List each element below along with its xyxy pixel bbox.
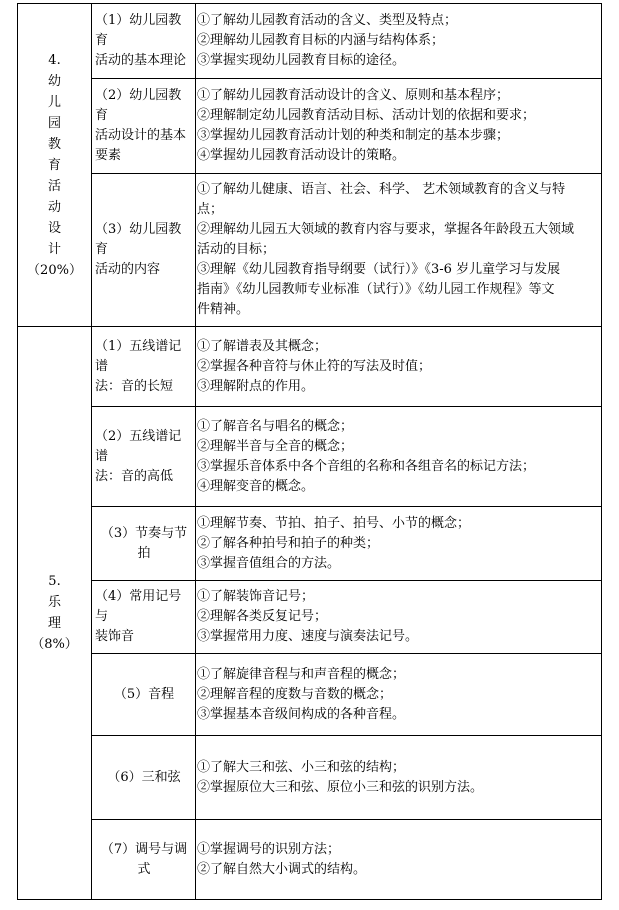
- topic-line: （2）五线谱记谱: [95, 428, 182, 464]
- requirements-cell: [196, 327, 602, 407]
- table-row: [18, 581, 602, 654]
- module-title-char: 教: [47, 136, 61, 152]
- topic-line: （3）节奏与节拍: [100, 525, 188, 561]
- requirements-cell: [196, 79, 602, 174]
- topic-line: 要素: [95, 148, 122, 163]
- requirement-line: ③掌握基本音级间构成的各种音程。: [197, 706, 406, 722]
- requirement-line: ④理解变音的概念。: [197, 478, 315, 494]
- module-title-char: 活: [47, 178, 61, 194]
- requirement-line: ③理解《幼儿园教育指导纲要（试行）》《3-6 岁儿童学习与发展: [197, 262, 561, 277]
- topic-cell: [92, 4, 196, 79]
- requirement-line: ②理解半音与全音的概念；: [197, 438, 354, 454]
- requirement-line: ③掌握常用力度、速度与演奏法记号。: [197, 629, 419, 644]
- topic-cell: [92, 736, 196, 820]
- requirements-cell: [196, 4, 602, 79]
- topic-line: （1）五线谱记谱: [95, 338, 182, 374]
- topic-cell: [92, 174, 196, 327]
- module-title-char: 计: [47, 241, 61, 257]
- module-title-char: 理: [47, 616, 61, 631]
- module-title-char: 儿: [47, 94, 61, 110]
- topic-cell: [92, 581, 196, 654]
- topic-cell: [92, 820, 196, 900]
- requirement-line: 件精神。: [197, 302, 250, 317]
- topic-line: 活动设计的基本: [95, 128, 187, 143]
- requirement-line: ①了解幼儿园教育活动设计的含义、原则和基本程序；: [197, 88, 510, 103]
- topic-cell: [92, 654, 196, 736]
- requirement-line: ②理解各类反复记号；: [197, 609, 328, 624]
- topic-line: 活动的基本理论: [95, 53, 187, 68]
- requirement-line: 点；: [197, 202, 224, 217]
- requirement-line: ①了解幼儿园教育活动的含义、类型及特点；: [197, 13, 458, 28]
- topic-line: （7）调号与调式: [100, 841, 188, 877]
- requirement-line: ②理解幼儿园五大领域的教育内容与要求，掌握各年龄段五大领域: [197, 222, 575, 237]
- topic-line: 活动的内容: [95, 262, 161, 277]
- requirement-line: ②了解自然大小调式的结构。: [197, 861, 367, 877]
- module-weight: （8%）: [31, 637, 78, 652]
- requirements-cell: [196, 507, 602, 581]
- requirement-line: ①掌握调号的识别方法；: [197, 841, 341, 857]
- requirement-line: 活动的目标；: [197, 242, 276, 257]
- module-title-char: 幼: [47, 73, 61, 89]
- topic-line: （5）音程: [113, 686, 175, 702]
- requirement-line: ①了解幼儿健康、语言、社会、科学、 艺术领域教育的含义与特: [197, 182, 566, 197]
- module-weight: （20%）: [27, 262, 82, 278]
- requirement-line: ③理解附点的作用。: [197, 378, 315, 394]
- table-row: [18, 507, 602, 581]
- requirement-line: ②理解音程的度数与音数的概念；: [197, 686, 393, 702]
- module-title-char: 育: [47, 157, 61, 173]
- table-row: [18, 327, 602, 407]
- requirement-line: ①了解音名与唱名的概念；: [197, 418, 354, 434]
- requirement-line: ③掌握乐音体系中各个音组的名称和各组音名的标记方法；: [197, 458, 536, 474]
- module-title-char: 设: [47, 220, 61, 236]
- topic-line: （2）幼儿园教育: [95, 88, 182, 123]
- syllabus-table: [17, 3, 602, 900]
- topic-line: （3）幼儿园教育: [95, 222, 182, 257]
- requirement-line: ①了解旋律音程与和声音程的概念；: [197, 666, 406, 682]
- requirements-cell: [196, 581, 602, 654]
- topic-cell: [92, 79, 196, 174]
- requirement-line: ③掌握幼儿园教育活动计划的种类和制定的基本步骤；: [197, 128, 510, 143]
- table-row: [18, 174, 602, 327]
- table-row: [18, 407, 602, 507]
- module-cell: [18, 4, 92, 327]
- requirements-cell: [196, 174, 602, 327]
- table-row: [18, 654, 602, 736]
- requirements-cell: [196, 654, 602, 736]
- table-row: [18, 4, 602, 79]
- table-row: [18, 79, 602, 174]
- requirement-line: ①了解谱表及其概念；: [197, 338, 328, 354]
- requirement-line: ②掌握原位大三和弦、原位小三和弦的识别方法。: [197, 779, 484, 795]
- topic-line: 法：音的长短: [95, 378, 174, 394]
- requirements-cell: [196, 820, 602, 900]
- requirement-line: ③掌握音值组合的方法。: [197, 555, 341, 571]
- topic-line: （6）三和弦: [107, 769, 181, 785]
- requirement-line: ②掌握各种音符与休止符的写法及时值；: [197, 358, 432, 374]
- requirement-line: ①理解节奏、节拍、拍子、拍号、小节的概念；: [197, 515, 471, 531]
- topic-cell: [92, 327, 196, 407]
- topic-cell: [92, 507, 196, 581]
- module-number: 5.: [48, 574, 61, 589]
- topic-cell: [92, 407, 196, 507]
- requirement-line: 指南》《幼儿园教师专业标准（试行）》《幼儿园工作规程》等文: [197, 282, 555, 297]
- requirement-line: ①了解大三和弦、小三和弦的结构；: [197, 759, 406, 775]
- topic-line: 法：音的高低: [95, 468, 174, 484]
- requirement-line: ③掌握实现幼儿园教育目标的途径。: [197, 53, 406, 68]
- requirement-line: ②了解各种拍号和拍子的种类；: [197, 535, 380, 551]
- topic-line: 装饰音: [95, 629, 135, 644]
- requirement-line: ④掌握幼儿园教育活动设计的策略。: [197, 148, 406, 163]
- requirements-cell: [196, 407, 602, 507]
- table-row: [18, 736, 602, 820]
- table-row: [18, 820, 602, 900]
- module-title-char: 乐: [47, 595, 61, 610]
- requirement-line: ②理解幼儿园教育目标的内涵与结构体系；: [197, 33, 445, 48]
- requirement-line: ②理解制定幼儿园教育活动目标、活动计划的依据和要求；: [197, 108, 536, 123]
- requirements-cell: [196, 736, 602, 820]
- module-title-char: 园: [47, 115, 61, 131]
- topic-line: （4）常用记号与: [95, 589, 182, 624]
- requirement-line: ①了解装饰音记号；: [197, 589, 315, 604]
- module-number: 4.: [48, 52, 61, 68]
- module-cell: [18, 327, 92, 900]
- topic-line: （1）幼儿园教育: [95, 13, 182, 48]
- module-title-char: 动: [47, 199, 61, 215]
